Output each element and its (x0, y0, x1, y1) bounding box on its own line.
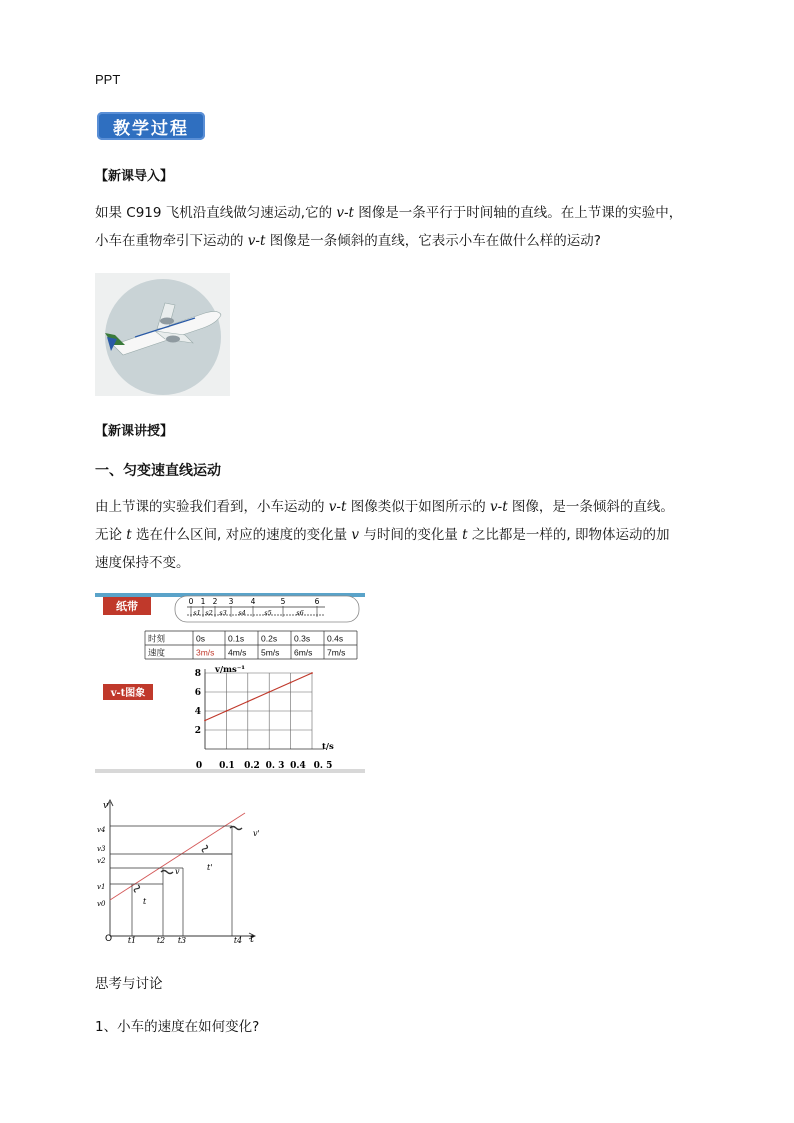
body-t-var-2: t (462, 527, 468, 543)
sketch-y-label: v0 (97, 900, 106, 908)
intro-vt-term: v-t (336, 205, 354, 221)
tape-segment-label: s2 (205, 609, 213, 617)
c919-airplane-photo (95, 273, 230, 396)
think-and-discuss: 思考与讨论 (95, 976, 163, 992)
table-header-cell: 0.2s (261, 633, 278, 644)
body-text-7: 之比都是一样的, 即物体运动的加 (467, 527, 670, 543)
tape-tick-label: 6 (314, 597, 320, 606)
tape-tick-label: 4 (250, 597, 256, 606)
sketch-x-label: t4 (233, 936, 243, 945)
sketch-y-label: v4 (97, 826, 106, 834)
table-header-cell: 0.1s (228, 633, 245, 644)
tape-segment-label: s1 (193, 609, 201, 617)
graph-xlabel: t/s (322, 742, 334, 752)
vt-sketch-figure (95, 798, 265, 948)
tape-tick-label: 2 (212, 597, 218, 606)
body-text-1: 由上节课的实验我们看到，小车运动的 (95, 499, 329, 515)
body-v-var: v (351, 527, 360, 543)
graph-data-point (290, 682, 292, 684)
graph-xtick: 0. 3 (265, 761, 285, 771)
ppt-label: PPT (95, 72, 121, 87)
sketch-y-label: v2 (97, 857, 106, 865)
graph-data-point (247, 701, 249, 703)
tape-table-graph-figure (95, 593, 365, 773)
table-velocity-cell: 4m/s (228, 647, 247, 658)
graph-ytick: 6 (194, 688, 201, 698)
sketch-t-axis-label: t (250, 934, 255, 945)
body-text-2: 图像类似于如图所示的 (346, 499, 491, 515)
section-lecture: 【新课讲授】 (95, 424, 174, 439)
body-vt-term-2: v-t (490, 499, 508, 515)
sketch-x-label: t3 (177, 936, 187, 945)
graph-xtick: 0.1 (219, 761, 235, 771)
graph-data-point (204, 720, 206, 722)
graph-data-point (268, 691, 270, 693)
graph-data-line (205, 673, 312, 721)
intro-text-4: 图像是一条倾斜的直线，它表示小车在做什么样的运动? (265, 233, 601, 249)
intro-text-3: 小车在重物牵引下运动的 (95, 233, 248, 249)
sketch-v-axis-label: v (103, 801, 109, 811)
sketch-curve-label: t (143, 897, 147, 906)
graph-data-point (226, 710, 228, 712)
sketch-curve-label: v (175, 867, 180, 876)
graph-xtick: 0 (195, 761, 203, 771)
tape-segment-label: s5 (264, 609, 272, 617)
intro-text-1: 如果 C919 飞机沿直线做匀速运动,它的 (95, 205, 337, 221)
sketch-curve-label: v' (253, 829, 260, 838)
vt-label: v-t图象 (110, 688, 146, 699)
table-velocity-cell: 5m/s (261, 647, 280, 658)
table-velocity-cell: 3m/s (196, 647, 215, 658)
teaching-process-banner: 教学过程 (97, 112, 205, 140)
sketch-x-label: t2 (156, 936, 166, 945)
intro-paragraph (95, 199, 705, 255)
tape-segment-label: s3 (219, 609, 227, 617)
sketch-y-label: v3 (97, 845, 106, 853)
graph-ylabel: v/ms⁻¹ (215, 665, 246, 675)
tape-tick-label: 0 (188, 597, 194, 606)
table-header-cell: 时刻 (148, 633, 166, 644)
table-velocity-cell: 速度 (148, 647, 166, 658)
intro-text-2: 图像是一条平行于时间轴的直线。在上节课的实验中， (353, 205, 683, 221)
graph-data-point (311, 672, 313, 674)
tape-segment-label: s4 (238, 609, 246, 617)
figure1-svg (95, 593, 365, 773)
body-t-var: t (126, 527, 132, 543)
graph-ytick: 8 (194, 669, 201, 679)
body-text-5: 选在什么区间, 对应的速度的变化量 (131, 527, 352, 543)
sketch-y-label: v1 (97, 883, 106, 891)
graph-xtick: 0.4 (290, 761, 306, 771)
tape-tick-label: 3 (228, 597, 234, 606)
sketch-x-label: t1 (127, 936, 137, 945)
body-text-4: 无论 (95, 527, 127, 543)
section-intro: 【新课导入】 (95, 169, 174, 184)
lecture-paragraph (95, 493, 705, 577)
table-header-cell: 0s (196, 633, 205, 644)
tape-segment-label: s6 (296, 609, 304, 617)
intro-vt-term-2: v-t (247, 233, 266, 249)
tape-tick-label: 1 (200, 597, 206, 606)
table-velocity-cell: 6m/s (294, 647, 313, 658)
graph-xtick: 0.2 (244, 761, 260, 771)
tape-label: 纸带 (116, 600, 138, 613)
body-text-3: 图像，是一条倾斜的直线。 (507, 499, 674, 515)
heading-uniform-acceleration: 一、匀变速直线运动 (95, 463, 221, 479)
sketch-origin: O (105, 934, 113, 944)
body-vt-term: v-t (328, 499, 347, 515)
figure2-svg (95, 798, 265, 948)
table-header-cell: 0.3s (294, 633, 311, 644)
question-1: 1、小车的速度在如何变化? (95, 1019, 260, 1035)
table-header-cell: 0.4s (327, 633, 344, 644)
table-velocity-cell: 7m/s (327, 647, 346, 658)
tape-tick-label: 5 (280, 597, 286, 606)
sketch-curve-label: t' (207, 863, 213, 872)
graph-ytick: 4 (194, 707, 201, 717)
graph-ytick: 2 (194, 726, 201, 736)
body-text-8: 速度保持不变。 (95, 555, 190, 571)
body-text-6: 与时间的变化量 (359, 527, 463, 543)
graph-xtick: 0. 5 (313, 761, 333, 771)
